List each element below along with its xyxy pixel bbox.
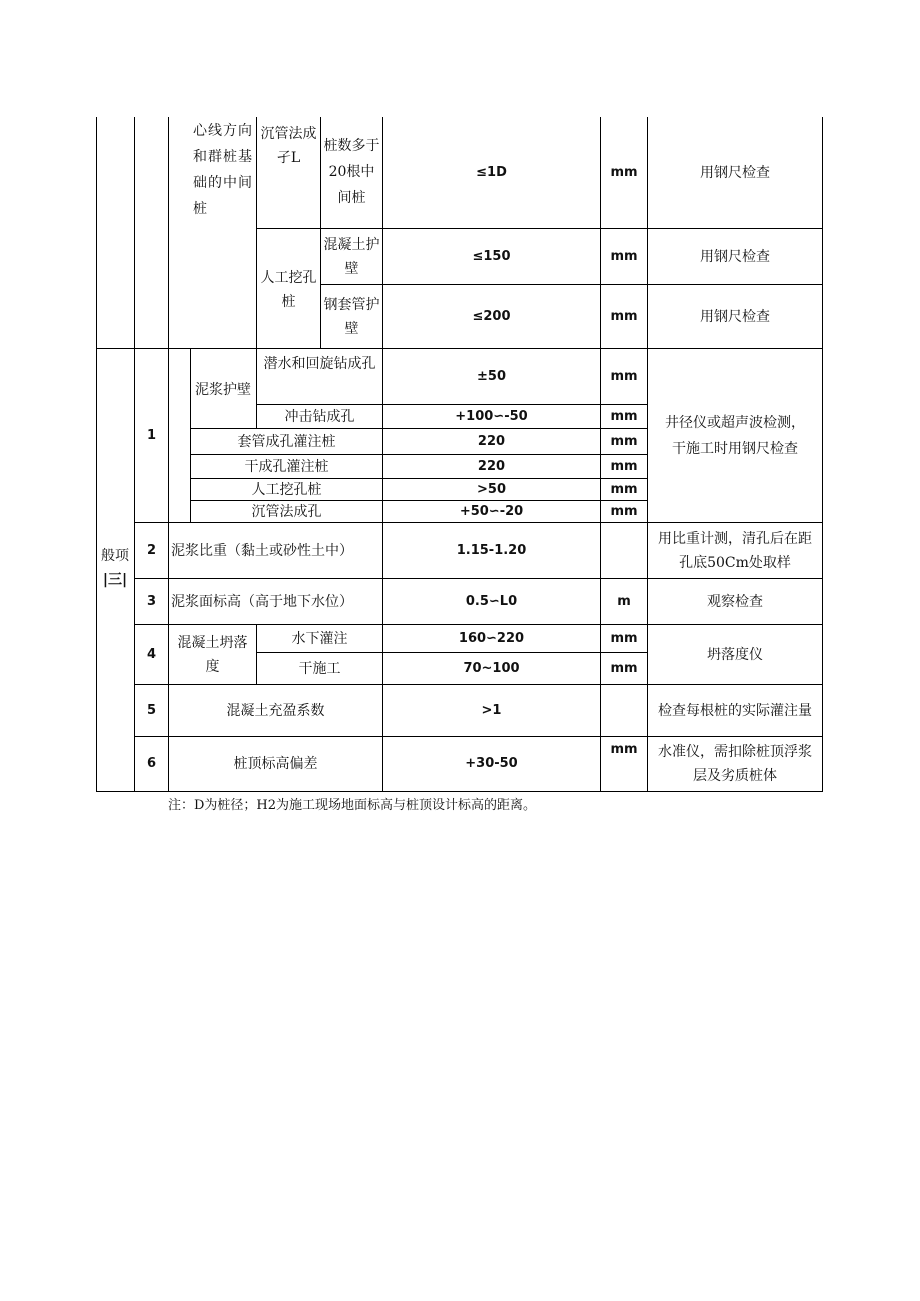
row-value: +100∽-50 [455, 408, 528, 424]
row-unit: mm [610, 660, 638, 676]
row-label: 水下灌注 [291, 630, 348, 647]
row-unit: mm [610, 630, 638, 646]
row-value: 220 [477, 433, 506, 449]
grid-line [96, 117, 97, 792]
row-value: 70~100 [463, 660, 520, 676]
item-unit: mm [610, 742, 638, 757]
grid-line [96, 791, 823, 792]
item-value: >1 [481, 702, 502, 718]
check-method: 检查每根桩的实际灌注量 [658, 702, 812, 719]
category-line: 础的中间 [193, 175, 253, 191]
check-method: 水准仪，需扣除桩顶浮浆 层及劣质桩体 [658, 744, 812, 784]
check-b1: 用钢尺检查 [700, 248, 770, 265]
group-label-line: |三| [102, 572, 128, 588]
category-line: 心线方向 [193, 123, 253, 139]
category-line: 桩 [193, 201, 208, 217]
row-value: 160∽220 [458, 630, 525, 646]
row-label: 人工挖孔桩 [251, 481, 322, 498]
row-label: 套管成孔灌注桩 [237, 433, 336, 450]
footnote: 注：D为桩径；H2为施工现场地面标高与桩顶设计标高的距离。 [168, 798, 537, 813]
check-method: 坍落度仪 [707, 646, 763, 663]
item-label: 混凝土坍落 度 [177, 634, 248, 675]
group-label [96, 540, 134, 596]
item-number: 5 [146, 702, 157, 718]
item-unit [601, 685, 647, 736]
value-b1: ≤150 [472, 248, 511, 264]
row-unit: mm [610, 433, 638, 449]
row-label: 干成孔灌注桩 [244, 458, 329, 475]
condition-a: 桩数多于 20根中 间桩 [323, 138, 380, 206]
sub-group-label: 泥浆护壁 [195, 382, 251, 398]
item-number: 3 [146, 593, 157, 609]
method-a: 沉管法成 孑L [260, 126, 317, 166]
item-value: +30-50 [465, 756, 518, 771]
row-label: 干施工 [298, 660, 341, 677]
unit-b1: mm [610, 248, 638, 264]
unit-a: mm [610, 165, 638, 180]
item-value: 1.15-1.20 [456, 542, 527, 558]
row-unit: mm [610, 368, 638, 384]
row-unit: mm [610, 503, 638, 519]
item-label: 混凝土充盈系数 [226, 702, 325, 719]
item-label: 桩顶标高偏差 [233, 756, 318, 772]
item-number: 2 [146, 542, 157, 558]
row-label: 潜水和回旋钻成孔 [263, 356, 376, 372]
item-value: 0.5∽L0 [465, 593, 518, 609]
row-label: 沉管法成孔 [251, 503, 322, 520]
row-value: >50 [477, 481, 506, 497]
item-number: 4 [146, 646, 157, 662]
item-label: 泥浆面标高（高于地下水位） [171, 593, 353, 610]
condition-b2: 钢套管护 壁 [323, 296, 380, 337]
row-value: +50∽-20 [459, 503, 524, 519]
item-label: 泥浆比重（黏土或砂性土中） [171, 542, 353, 559]
row-unit: mm [610, 458, 638, 474]
row-unit: mm [610, 481, 638, 497]
category-text [190, 118, 256, 218]
unit-b2: mm [610, 308, 638, 324]
item-unit: m [617, 593, 631, 609]
value-a: ≤1D [476, 165, 507, 180]
row-value: 220 [477, 458, 506, 474]
check-method: 井径仪或超声波检测， 干施工时用钢尺检查 [665, 414, 805, 457]
row-unit: mm [610, 408, 638, 424]
value-b2: ≤200 [472, 308, 511, 324]
check-a: 用钢尺检查 [700, 165, 770, 181]
row-value: ±50 [477, 368, 506, 384]
group-label-line: 般项 [101, 548, 129, 564]
item-unit [601, 523, 647, 578]
category-line: 和群桩基 [193, 149, 253, 165]
method-b: 人工挖孔 桩 [260, 270, 317, 310]
check-method: 观察检查 [707, 593, 763, 610]
check-b2: 用钢尺检查 [700, 308, 770, 325]
check-method: 用比重计测，清孔后在距 孔底50Cm处取样 [658, 530, 812, 571]
condition-b1: 混凝土护 壁 [323, 236, 380, 277]
item-number: 1 [146, 427, 157, 443]
item-number: 6 [146, 756, 157, 771]
grid-line [822, 117, 823, 792]
row-label: 冲击钻成孔 [284, 408, 355, 425]
